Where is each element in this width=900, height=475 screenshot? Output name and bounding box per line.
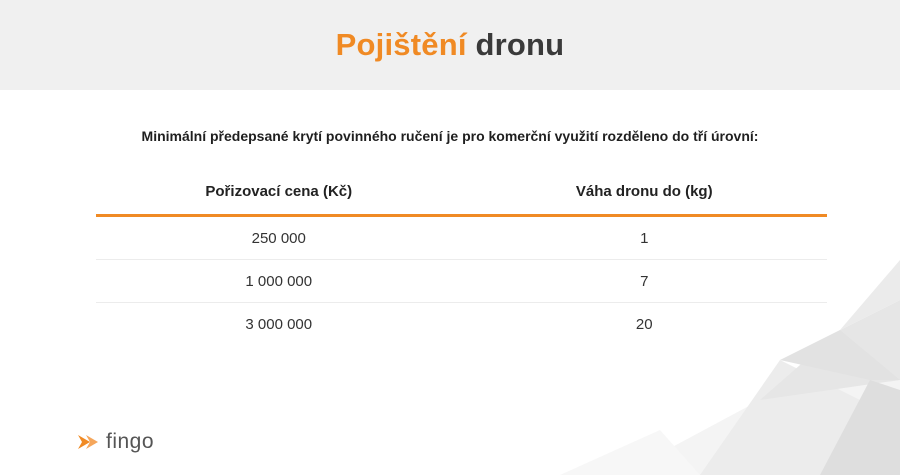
brand-name: fingo [106, 430, 155, 453]
cell-weight: 1 [640, 229, 649, 247]
cell-price: 3 000 000 [245, 315, 313, 333]
table-row [96, 260, 827, 303]
page-title [336, 27, 565, 63]
column-header-weight: Váha dronu do (kg) [575, 182, 713, 200]
header-bar [0, 0, 900, 90]
cell-weight: 20 [635, 315, 653, 333]
table-row [96, 303, 827, 345]
page-title-accent: Pojištění [335, 27, 467, 62]
cell-price: 250 000 [251, 229, 306, 247]
cell-weight: 7 [640, 272, 649, 290]
page-title-rest: dronu [475, 27, 565, 62]
fingo-arrow-icon [78, 433, 100, 451]
brand-logo [78, 430, 154, 454]
table-header [96, 168, 827, 217]
cell-price: 1 000 000 [245, 272, 313, 290]
column-header-price: Pořizovací cena (Kč) [205, 182, 353, 200]
coverage-table [96, 168, 827, 345]
table-row [96, 217, 827, 260]
subtitle: Minimální předepsané krytí povinného ručení je pro komerční využití rozděleno do tří úrovní: [141, 128, 759, 144]
